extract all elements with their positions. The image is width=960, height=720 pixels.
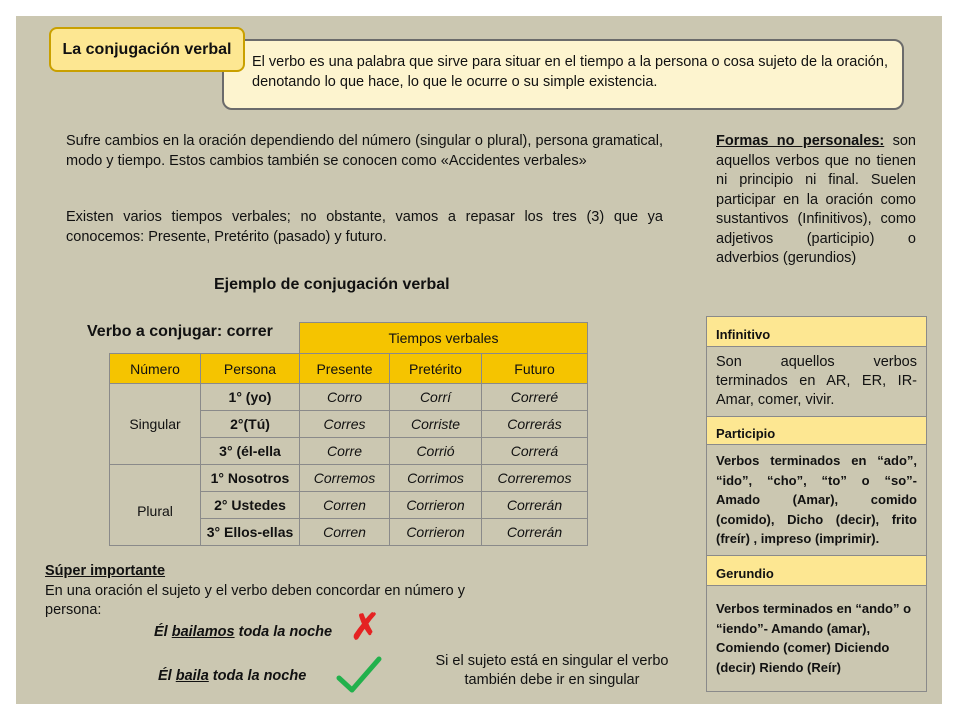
presente-cell: Corres: [300, 411, 390, 438]
preterito-cell: Corriste: [390, 411, 482, 438]
wrong-example: [154, 624, 332, 640]
futuro-cell: Correrán: [482, 519, 588, 546]
gerundio-header: Gerundio: [707, 555, 927, 585]
infinitivo-body: Son aquellos verbos terminados en AR, ER, IR- Amar, comer, vivir.: [707, 347, 927, 417]
wrong-example-after: toda la noche: [234, 624, 333, 640]
preterito-cell: Corrimos: [390, 465, 482, 492]
definition-box: El verbo es una palabra que sirve para situar en el tiempo a la persona o cosa sujeto de la oración, denotando lo que hace, lo que le ocurre o su simple existencia.: [222, 39, 904, 110]
singular-label: Singular: [110, 384, 201, 465]
non-personal-forms-text: son aquellos verbos que no tienen ni principio ni final. Suelen participar en la oración como sustantivos (Infinitivos), como adjetivos (participio) o adverbios (gerundios): [716, 133, 916, 266]
wrong-example-before: Él: [154, 624, 172, 640]
check-icon: [336, 654, 382, 696]
paragraph-accidents: Sufre cambios en la oración dependiendo del número (singular o plural), persona gramatical, modo y tiempo. Estos cambios también se conocen como «Accidentes verbales»: [66, 133, 663, 169]
persona-cell: 1° Nosotros: [201, 465, 300, 492]
right-example: [158, 668, 306, 684]
header-presente: Presente: [300, 354, 390, 384]
presente-cell: Corremos: [300, 465, 390, 492]
table-row: [110, 384, 588, 411]
participio-header: Participio: [707, 417, 927, 445]
gerundio-body: Verbos terminados en “ando” o “iendo”- Amando (amar), Comiendo (comer) Diciendo (decir) Riendo (Reír): [707, 585, 927, 691]
right-example-after: toda la noche: [208, 668, 307, 684]
participio-body: Verbos terminados en “ado”, “ido”, “cho”, “to” o “so”- Amado (Amar), comido (comido), Dicho (decir), frito (freír) , impreso (imprimir).: [707, 445, 927, 556]
infinitivo-header: Infinitivo: [707, 317, 927, 347]
futuro-cell: Correrás: [482, 411, 588, 438]
header-persona: Persona: [201, 354, 300, 384]
conjugation-table: [109, 322, 588, 546]
presente-cell: Corren: [300, 492, 390, 519]
tenses-header: Tiempos verbales: [300, 323, 588, 354]
presente-cell: Corro: [300, 384, 390, 411]
persona-cell: 2°(Tú): [201, 411, 300, 438]
header-numero: Número: [110, 354, 201, 384]
cross-icon: ✗: [350, 606, 381, 647]
agreement-note: Si el sujeto está en singular el verbo también debe ir en singular: [435, 653, 669, 688]
wrong-example-verb: bailamos: [171, 624, 235, 640]
futuro-cell: Correrán: [482, 492, 588, 519]
example-title: Ejemplo de conjugación verbal: [214, 276, 450, 293]
futuro-cell: Correrá: [482, 438, 588, 465]
persona-cell: 3° (él-ella: [201, 438, 300, 465]
futuro-cell: Correré: [482, 384, 588, 411]
right-example-verb: baila: [175, 668, 209, 684]
table-corner: [110, 323, 300, 354]
preterito-cell: Corrieron: [390, 492, 482, 519]
persona-cell: 2° Ustedes: [201, 492, 300, 519]
futuro-cell: Correremos: [482, 465, 588, 492]
forms-table: [706, 316, 927, 692]
verb-label: Verbo a conjugar: correr: [87, 323, 273, 340]
header-futuro: Futuro: [482, 354, 588, 384]
plural-label: Plural: [110, 465, 201, 546]
header-preterito: Pretérito: [390, 354, 482, 384]
important-heading: Súper importante: [45, 563, 166, 579]
right-example-before: Él: [158, 668, 176, 684]
preterito-cell: Corrí: [390, 384, 482, 411]
presente-cell: Corren: [300, 519, 390, 546]
non-personal-forms-heading: Formas no personales:: [716, 133, 885, 149]
non-personal-forms-panel: [716, 132, 916, 269]
persona-cell: 1° (yo): [201, 384, 300, 411]
preterito-cell: Corrió: [390, 438, 482, 465]
paragraph-tenses: Existen varios tiempos verbales; no obstante, vamos a repasar los tres (3) que ya conocemos: Presente, Pretérito (pasado) y futuro.: [66, 209, 663, 245]
table-row: [110, 465, 588, 492]
page-title: La conjugación verbal: [49, 27, 245, 72]
presente-cell: Corre: [300, 438, 390, 465]
persona-cell: 3° Ellos-ellas: [201, 519, 300, 546]
important-text: En una oración el sujeto y el verbo deben concordar en número y persona:: [45, 583, 465, 618]
preterito-cell: Corrieron: [390, 519, 482, 546]
